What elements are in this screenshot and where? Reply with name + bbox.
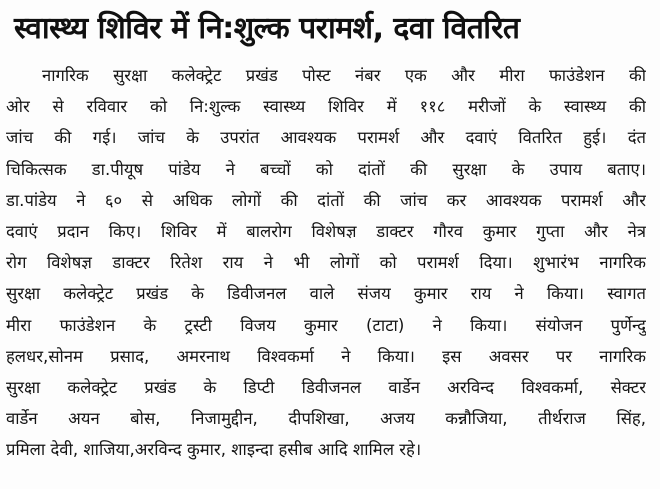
article-line: जांच की गई। जांच के उपरांत आवश्यक परामर्श और दवाएं वितरित हुई। दंत <box>6 128 646 148</box>
article-line: दवाएं प्रदान किए। शिविर में बालरोग विशेषज्ञ डाक्टर गौरव कुमार गुप्ता और नेत्र <box>6 221 646 241</box>
article-line: हलधर,सोनम प्रसाद, अमरनाथ विश्वकर्मा ने किया। इस अवसर पर नागरिक <box>6 346 646 366</box>
article-body <box>6 60 646 465</box>
article-line: मीरा फाउंडेशन के ट्रस्टी विजय कुमार (टाटा) ने किया। संयोजन पुर्णेन्दु <box>6 315 646 335</box>
article-line: वार्डेन अयन बोस, निजामुद्दीन, दीपशिखा, अजय कन्नौजिया, तीर्थराज सिंह, <box>6 409 646 429</box>
article-line: सुरक्षा कलेक्ट्रेट प्रखंड के डिप्टी डिवीजनल वार्डेन अरविन्द विश्वकर्मा, सेक्टर <box>6 377 646 397</box>
article-line: ओर से रविवार को नि:शुल्क स्वास्थ्य शिविर में ११८ मरीजों के स्वास्थ्य की <box>6 97 646 117</box>
article-line: रोग विशेषज्ञ डाक्टर रितेश राय ने भी लोगों को परामर्श दिया। शुभारंभ नागरिक <box>6 253 646 273</box>
article-line: प्रमिला देवी, शाजिया,अरविन्द कुमार, शाइन्दा हसीब आदि शामिल रहे। <box>6 440 422 460</box>
article-line: नागरिक सुरक्षा कलेक्ट्रेट प्रखंड पोस्ट नंबर एक और मीरा फाउंडेशन की <box>42 66 646 85</box>
article-line: चिकित्सक डा.पीयूष पांडेय ने बच्चों को दांतों की सुरक्षा के उपाय बताए। <box>6 159 646 179</box>
article-line: सुरक्षा कलेक्ट्रेट प्रखंड के डिवीजनल वाले संजय कुमार राय ने किया। स्वागत <box>6 284 646 304</box>
article-headline: स्वास्थ्य शिविर में नि:शुल्क परामर्श, दवा वितरित <box>14 11 520 46</box>
article-line: डा.पांडेय ने ६० से अधिक लोगों की दांतों की जांच कर आवश्यक परामर्श और <box>6 190 646 210</box>
